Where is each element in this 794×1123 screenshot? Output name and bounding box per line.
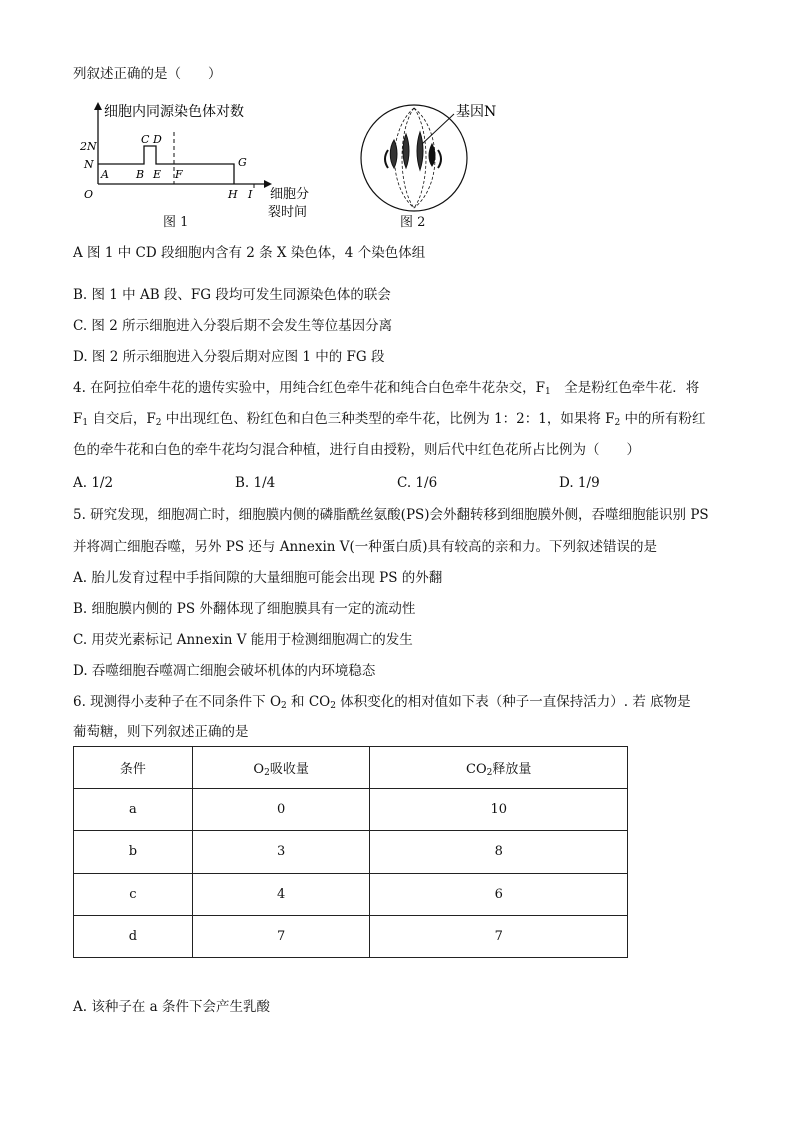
- q5-option-a: A. 胎儿发育过程中手指间隙的大量细胞可能会出现 PS 的外翻: [73, 570, 443, 586]
- table-row: [74, 789, 628, 831]
- table-cell: 3: [192, 831, 370, 873]
- q6-stem-line-2: 葡萄糖，则下列叙述正确的是: [73, 724, 249, 740]
- figure-1-chart: [82, 100, 332, 230]
- origin-label: O: [84, 188, 94, 201]
- q5-option-d: D. 吞噬细胞吞噬凋亡细胞会破坏机体的内环境稳态: [73, 663, 376, 679]
- point-g: G: [238, 156, 247, 169]
- gene-n-label: 基因N: [456, 104, 497, 120]
- q6-option-a: A. 该种子在 a 条件下会产生乳酸: [73, 999, 270, 1015]
- q4-stem-line-2: $F_1$ 自交后，$F_2$ 中出现红色、粉红色和白色三种类型的牵牛花，比例为 1：2：1，如果将 $F_2$ 中的所有粉红: [73, 411, 706, 428]
- figure-2-cell: [358, 100, 508, 215]
- q4-option-c: C. 1/6: [397, 475, 438, 491]
- table-cell: 7: [192, 915, 370, 957]
- x-axis-label-2: 裂时间: [268, 205, 308, 220]
- point-h: H: [228, 188, 238, 201]
- table-cell: 10: [370, 789, 628, 831]
- table-header-co2: $CO_2$释放量: [370, 747, 628, 789]
- question-stem-tail: 列叙述正确的是（ ）: [73, 66, 222, 82]
- q4-stem-line-3: 色的牵牛花和白色的牵牛花均匀混合种植，进行自由授粉，则后代中红色花所占比例为（ ）: [73, 442, 640, 458]
- point-c: C: [141, 133, 150, 146]
- y-axis-arrow: [94, 102, 102, 110]
- q5-stem-line-1: 5. 研究发现，细胞凋亡时，细胞膜内侧的磷脂酰丝氨酸(PS)会外翻转移到细胞膜外侧，吞噬细胞能识别 PS: [73, 507, 709, 523]
- table-cell: a: [74, 789, 193, 831]
- table-cell: 8: [370, 831, 628, 873]
- point-f: F: [175, 168, 183, 181]
- q4-option-b: B. 1/4: [235, 475, 276, 491]
- q6-data-table: [73, 746, 628, 958]
- table-cell: 6: [370, 873, 628, 915]
- point-i: I: [248, 188, 253, 201]
- table-cell: 7: [370, 915, 628, 957]
- q5-stem-line-2: 并将凋亡细胞吞噬，另外 PS 还与 Annexin V(一种蛋白质)具有较高的亲和力。下列叙述错误的是: [73, 539, 658, 555]
- point-a: A: [101, 168, 109, 181]
- table-cell: d: [74, 915, 193, 957]
- q6-stem-line-1: 6. 现测得小麦种子在不同条件下 $O_2$ 和 $CO_2$ 体积变化的相对值如下表（种子一直保持活力）. 若 底物是: [73, 694, 691, 711]
- q3-option-d: D. 图 2 所示细胞进入分裂后期对应图 1 中的 FG 段: [73, 349, 385, 365]
- figure-2-caption: 图 2: [400, 215, 426, 230]
- q4-option-d: D. 1/9: [559, 475, 600, 491]
- q3-option-b: B. 图 1 中 AB 段、FG 段均可发生同源染色体的联会: [73, 287, 391, 303]
- table-cell: c: [74, 873, 193, 915]
- table-row: [74, 831, 628, 873]
- table-header-row: [74, 747, 628, 789]
- point-d: D: [153, 133, 162, 146]
- table-header-o2: $O_2$吸收量: [192, 747, 370, 789]
- table-cell: b: [74, 831, 193, 873]
- point-e: E: [153, 168, 162, 181]
- figure-1-caption: 图 1: [163, 215, 189, 230]
- x-axis-label-1: 细胞分: [270, 187, 310, 202]
- y-tick-2n: 2N: [80, 140, 97, 153]
- curve: [98, 146, 234, 184]
- q3-option-c: C. 图 2 所示细胞进入分裂后期不会发生等位基因分离: [73, 318, 393, 334]
- y-tick-n: N: [84, 158, 94, 171]
- y-axis-label: 细胞内同源染色体对数: [104, 104, 244, 120]
- q3-option-a: A 图 1 中 CD 段细胞内含有 2 条 X 染色体，4 个染色体组: [73, 245, 426, 261]
- table-row: [74, 873, 628, 915]
- table-row: [74, 915, 628, 957]
- table-cell: 4: [192, 873, 370, 915]
- point-b: B: [136, 168, 145, 181]
- q4-option-a: A. 1/2: [73, 475, 114, 491]
- gene-n-pointer: [422, 114, 454, 144]
- table-header-condition: 条件: [74, 747, 193, 789]
- q4-stem-line-1: 4. 在阿拉伯牵牛花的遗传实验中，用纯合红色牵牛花和纯合白色牵牛花杂交，$F_1$ 全是粉红色牵牛花．将: [73, 380, 700, 397]
- q5-option-c: C. 用荧光素标记 Annexin V 能用于检测细胞凋亡的发生: [73, 632, 413, 648]
- cell-outline: [361, 105, 467, 211]
- q5-option-b: B. 细胞膜内侧的 PS 外翻体现了细胞膜具有一定的流动性: [73, 601, 416, 617]
- table-cell: 0: [192, 789, 370, 831]
